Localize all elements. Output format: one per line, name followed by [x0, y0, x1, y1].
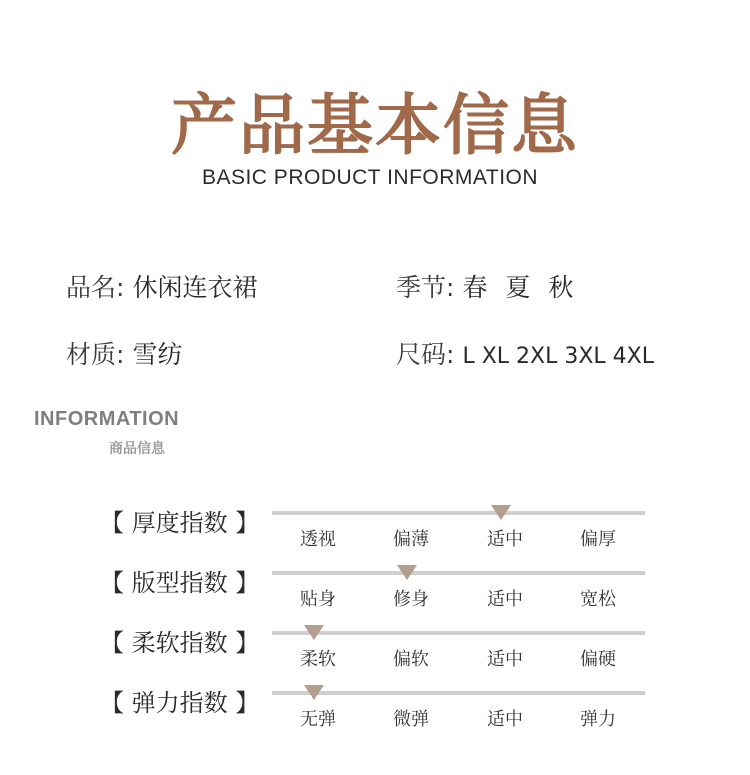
index-option: 偏软 [393, 649, 429, 670]
material-value: 雪纺 [132, 340, 183, 369]
index-option: 适中 [487, 529, 523, 550]
index-label: 【 版型指数 】 [100, 569, 260, 597]
index-track [272, 631, 645, 635]
material-label: 材质: [66, 340, 125, 369]
season-label: 季节: [396, 273, 455, 302]
index-row [0, 503, 750, 553]
index-option: 无弹 [300, 709, 336, 730]
product-name-value: 休闲连衣裙 [132, 273, 258, 302]
index-option: 微弹 [393, 709, 429, 730]
product-season [396, 268, 573, 304]
index-track [272, 691, 645, 695]
index-option: 透视 [300, 529, 336, 550]
size-value: L XL 2XL 3XL 4XL [462, 344, 654, 369]
size-label: 尺码: [396, 340, 455, 369]
index-option: 适中 [487, 709, 523, 730]
index-option: 柔软 [300, 649, 336, 670]
index-option: 宽松 [580, 589, 616, 610]
index-marker [491, 505, 511, 520]
index-option: 偏厚 [580, 529, 616, 550]
index-option: 修身 [393, 589, 429, 610]
index-label: 【 柔软指数 】 [100, 629, 260, 657]
index-option: 偏薄 [393, 529, 429, 550]
index-label: 【 厚度指数 】 [100, 509, 260, 537]
index-track [272, 571, 645, 575]
index-track [272, 511, 645, 515]
index-row [0, 683, 750, 733]
index-option: 适中 [487, 649, 523, 670]
page-subtitle: BASIC PRODUCT INFORMATION [201, 166, 539, 189]
index-marker [304, 625, 324, 640]
product-name-label: 品名: [66, 273, 125, 302]
season-value: 春 夏 秋 [462, 273, 574, 302]
index-option: 适中 [487, 589, 523, 610]
product-size [396, 335, 654, 371]
index-marker [397, 565, 417, 580]
product-name [66, 268, 257, 304]
page-title: 产品基本信息 [171, 87, 579, 164]
section-title-en: INFORMATION [34, 408, 180, 430]
index-label: 【 弹力指数 】 [100, 689, 260, 717]
section-title-cn: 商品信息 [109, 441, 165, 457]
index-row [0, 563, 750, 613]
index-row [0, 623, 750, 673]
index-marker [304, 685, 324, 700]
product-material [66, 335, 182, 371]
index-option: 偏硬 [580, 649, 616, 670]
index-option: 弹力 [580, 709, 616, 730]
index-option: 贴身 [300, 589, 336, 610]
